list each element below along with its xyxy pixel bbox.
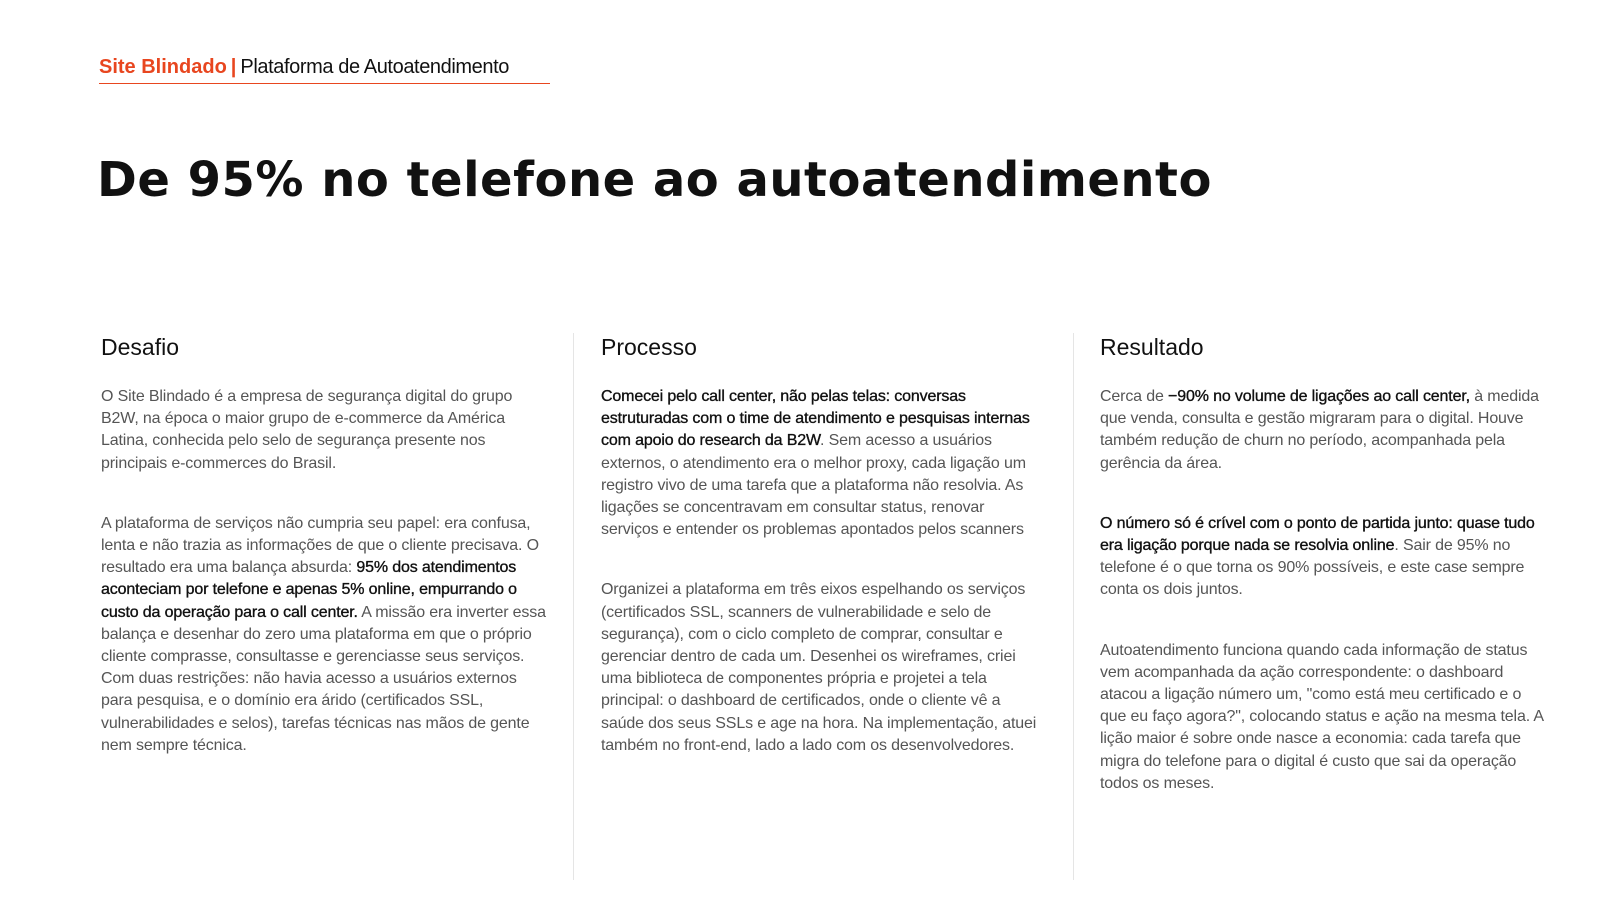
product-name: Plataforma de Autoatendimento <box>240 56 509 78</box>
paragraph <box>101 386 546 475</box>
section-resultado <box>1100 330 1545 833</box>
body-text: A plataforma de serviços não cumpria seu papel: era confusa, lenta e não trazia as informações de que o cliente precisava. O resultado era uma balança absurda: <box>101 514 539 577</box>
column-divider <box>1073 333 1074 880</box>
header-breadcrumb <box>99 54 550 84</box>
section-heading: Resultado <box>1100 334 1204 360</box>
body-text: Cerca de <box>1100 388 1169 405</box>
header-separator: | <box>230 56 237 78</box>
paragraph <box>1100 513 1545 602</box>
column-divider <box>573 333 574 880</box>
section-heading: Desafio <box>101 334 179 360</box>
section-processo <box>601 330 1046 795</box>
paragraph <box>101 513 546 757</box>
emphasis-text: Comecei pelo call center, não pelas telas: conversas estruturadas com o time de atendimento e pesquisas internas com apoio do research da B2W <box>601 388 1030 450</box>
body-text: Autoatendimento funciona quando cada informação de status vem acompanhada da ação correspondente: o dashboard atacou a ligação número um, "como está meu certificado e o que eu faço agora?", colocando status e ação na mesma tela. A lição maior é sobre onde nasce a economia: cada tarefa que migra do telefone para o digital é custo que sai da operação todos os meses. <box>1100 641 1544 792</box>
section-body <box>101 386 546 757</box>
body-text: A missão era inverter essa balança e desenhar do zero uma plataforma em que o próprio cliente comprasse, consultasse e gerenciasse seus serviços. Com duas restrições: não havia acesso a usuários externos para pesquisa, e o domínio era árido (certificados SSL, vulnerabilidades e selos), tarefas técnicas nas mãos de gente nem sempre técnica. <box>101 603 546 754</box>
body-text: Organizei a plataforma em três eixos espelhando os serviços (certificados SSL, scanners de vulnerabilidade e selo de segurança), com o ciclo completo de comprar, consultar e gerenciar dentro de cada um. Desenhei os wireframes, criei uma biblioteca de componentes própria e projetei a tela principal: o dashboard de certificados, onde o cliente vê a saúde dos seus SSLs e age na hora. Na implementação, atuei também no front-end, lado a lado com os desenvolvedores. <box>601 581 1037 754</box>
body-text: O Site Blindado é a empresa de segurança digital do grupo B2W, na época o maior grupo de e-commerce da América Latina, conhecida pelo selo de segurança presente nos principais e-commerces do Brasil. <box>101 388 513 472</box>
section-body <box>601 386 1046 757</box>
body-text: . Sem acesso a usuários externos, o atendimento era o melhor proxy, cada ligação um registro vivo de uma tarefa que a plataforma não resolvia. As ligações se concentravam em consultar status, renovar serviços e entender os problemas apontados pelos scanners <box>601 432 1026 539</box>
brand-name: Site Blindado <box>99 56 227 78</box>
page-title: De 95% no telefone ao autoatendimento <box>97 152 1212 208</box>
emphasis-text: −90% no volume de ligações ao call center, <box>1168 388 1470 405</box>
section-body <box>1100 386 1545 795</box>
emphasis-text: O número só é crível com o ponto de partida junto: quase tudo era ligação porque nada se resolvia online <box>1100 514 1535 555</box>
paragraph <box>601 579 1046 757</box>
body-text: . Sair de 95% no telefone é o que torna os 90% possíveis, e este case sempre conta os dois juntos. <box>1100 537 1525 599</box>
paragraph <box>601 386 1046 541</box>
paragraph <box>1100 640 1545 795</box>
paragraph <box>1100 386 1545 475</box>
body-text: à medida que venda, consulta e gestão migraram para o digital. Houve também redução de churn no período, acompanhada pela gerência da área. <box>1100 388 1539 472</box>
emphasis-text: 95% dos atendimentos aconteciam por telefone e apenas 5% online, empurrando o custo da operação para o call center. <box>101 559 517 621</box>
section-heading: Processo <box>601 334 697 360</box>
section-desafio <box>101 330 546 795</box>
